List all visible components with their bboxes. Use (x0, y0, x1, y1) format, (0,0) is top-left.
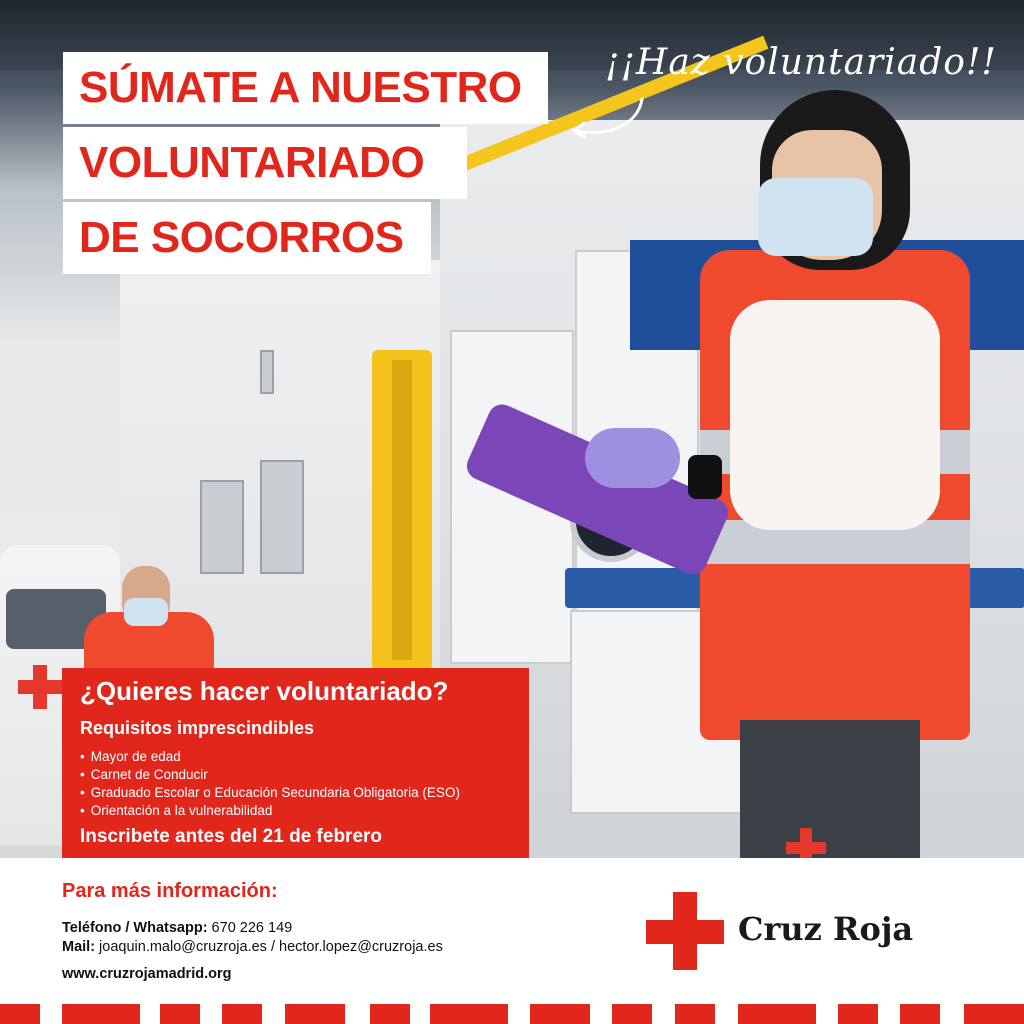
requirement-item: • Mayor de edad (80, 748, 460, 766)
volunteer-woman-legs (740, 720, 920, 858)
border-dash (222, 1004, 262, 1024)
mail-line (62, 939, 443, 955)
more-info-heading: Para más información: (62, 880, 278, 902)
info-subtitle: Requisitos imprescindibles (80, 718, 315, 738)
requirement-item: • Carnet de Conducir (80, 766, 460, 784)
tagline: ¡¡Haz voluntariado!! (605, 42, 997, 83)
building-vent (260, 350, 274, 394)
mail-label: Mail: (62, 939, 96, 955)
footer (0, 858, 1024, 1024)
volunteer-woman-arm (730, 300, 940, 530)
red-cross-icon (673, 892, 697, 970)
logo-text: Cruz Roja (738, 910, 914, 948)
border-dash (62, 1004, 140, 1024)
border-dash (0, 1004, 40, 1024)
border-dash (370, 1004, 410, 1024)
requirement-item: • Graduado Escolar o Educación Secundaria Obligatoria (ESO) (80, 784, 460, 802)
requirements-box (62, 668, 529, 858)
border-dash (838, 1004, 878, 1024)
car-cross-icon (33, 665, 47, 709)
building-window (200, 480, 244, 574)
requirements-list (80, 748, 460, 820)
cruz-roja-logo (646, 892, 914, 972)
volunteer-woman-mask (758, 178, 873, 256)
border-dash (675, 1004, 715, 1024)
phone-number[interactable]: 670 226 149 (207, 920, 293, 936)
border-dash (900, 1004, 940, 1024)
mail-addresses[interactable]: joaquin.malo@cruzroja.es / hector.lopez@cruzroja.es (95, 939, 443, 955)
headline-line-3: DE SOCORROS (63, 202, 431, 274)
website-link[interactable]: www.cruzrojamadrid.org (62, 966, 232, 982)
pocket-cross-icon (800, 828, 812, 858)
yellow-stretcher-detail (392, 360, 412, 660)
border-dash (160, 1004, 200, 1024)
purple-glove (585, 428, 680, 488)
dashed-red-border (0, 1004, 1024, 1024)
border-dash (964, 1004, 1024, 1024)
border-dash (530, 1004, 590, 1024)
requirement-item: • Orientación a la vulnerabilidad (80, 802, 460, 820)
border-dash (612, 1004, 652, 1024)
volunteer-man-mask (124, 598, 168, 626)
building-window (260, 460, 304, 574)
phone-label: Teléfono / Whatsapp: (62, 920, 208, 936)
border-dash (285, 1004, 345, 1024)
wrist-watch-icon (688, 455, 722, 499)
info-title: ¿Quieres hacer voluntariado? (80, 676, 449, 706)
border-dash (738, 1004, 816, 1024)
headline-line-1: SÚMATE A NUESTRO (63, 52, 548, 124)
border-dash (430, 1004, 508, 1024)
headline-line-2: VOLUNTARIADO (63, 127, 467, 199)
phone-line (62, 920, 292, 936)
curved-arrow-icon (568, 95, 648, 145)
deadline-text: Inscribete antes del 21 de febrero (80, 826, 383, 847)
